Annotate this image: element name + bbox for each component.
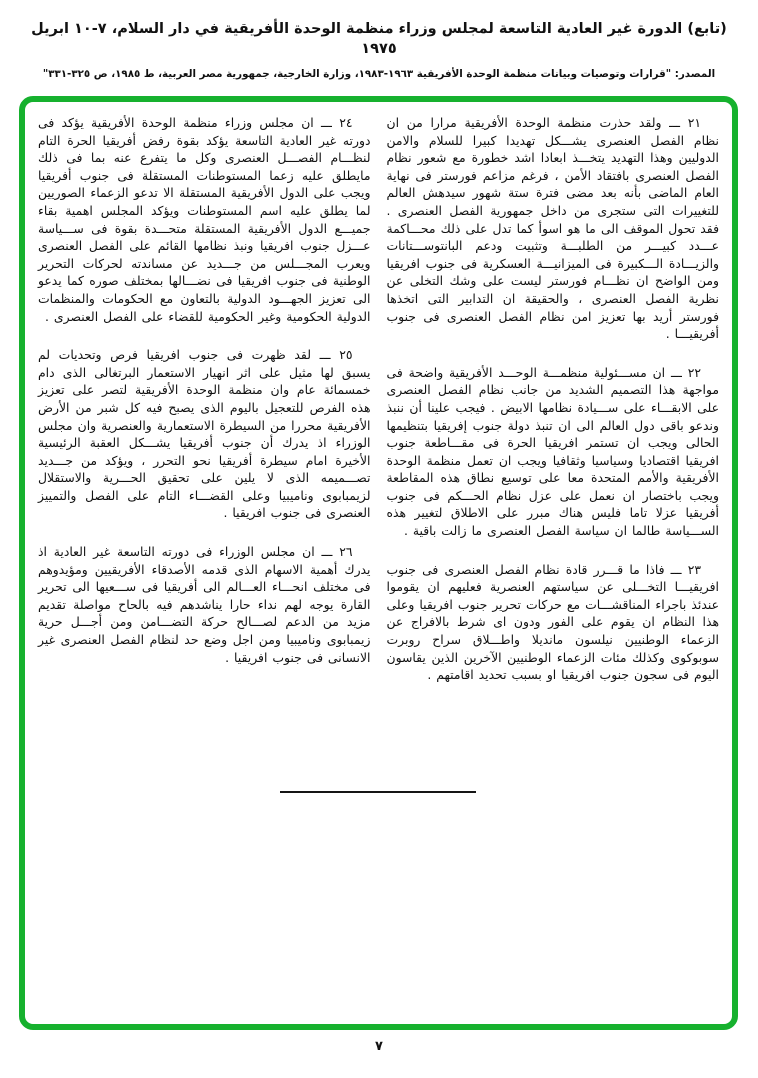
paragraph-22: ٢٢ ـــ ان مســـئولية منظمـــة الوحـــد الأفريقية واضحة فى مواجهة هذا التصميم الشديد من جانب نظام الفصل العنصرى على الابقـــاء على ســـيادة نظامها الابيض . فيجب علينا أن ننبذ وندعو باقى دول العالم الى ان تنبذ دولة جنوب إفريقيا بتنظيمها الحالى ويجب ان تستمر افريقيا الحرة فى مقـــاطعة جنوب افريقيا اقتصاديا وسياسيا وثقافيا ويجب ان تعمل منظمة الوحدة الأفريقية والأمم المتحدة معا على توسيع نطاق هذه المقاطعة ويجب باختصار ان نعمل على عزل نظام الحـــكم فى جنوب أفريقيا عزلا تاما فليس هناك مبرر على الاطلاق لتغيير هذه الســـياسة طالما ان سياسة الفصل العنصرى ما زالت باقية . — [386, 364, 719, 539]
paragraph-24: ٢٤ ـــ ان مجلس وزراء منظمة الوحدة الأفريقية يؤكد فى دورته غير العادية التاسعة يؤكد بقوة رفض أفريقيا الحرة التام لنظـــام الفصـــل العنصرى وكل ما يتفرع عنه بما فى ذلك مايطلق عليه زعما المستوطنات المستقلة فى جنوب أفريقيا ويجب على الدول الأفريقية المستقلة الا تدعو الزعماء الصوريين لما يطلق عليه اسم المستوطنات ويؤكد المجلس اهمية بقاء جميـــع الدول الأفريقية المستقلة متحـــدة بقوة فى ســـياسة عـــزل جنوب افريقيا ونبذ نظامها القائم على الفصل العنصرى ويعرب المجـــلس من جـــديد عن مساندته لحركات التحرير الوطنية فى جنوب افريقيا فى نضـــالها بمختلف صوره كما يدعو الى تعزيز الجهـــود الدولية بالتعاون مع الحكومات والمنظمات الدولية الحكومية وغير الحكومية للقضاء على الفصل العنصرى . — [38, 115, 371, 324]
page-title: (تابع) الدورة غير العادية التاسعة لمجلس وزراء منظمة الوحدة الأفريقية في دار السلام، ٧-١٠ ابريل ١٩٧٥ — [31, 21, 727, 57]
paragraph-23: ٢٣ ـــ فاذا ما قـــرر قادة نظام الفصل العنصرى فى جنوب افريقيـــا التخـــلى عن سياستهم العنصرية فعليهم ان يقوموا عندئذ باجراء المناقشـــات مع حركات تحرير جنوب افريقيا وعلى هذا النظام ان يقوم على الفور ودون اى شرط بالافراج عن الزعماء الوطنيين نيلسون مانديلا واطـــلاق سراح روبرت سوبوكوى وكذلك مئات الزعماء الوطنيين الآخرين الذين يقاسون اليوم فى سجون جنوب افريقيا او بسبب تحديد اقامتهم . — [386, 561, 719, 683]
column-right — [387, 114, 720, 705]
source-line: المصدر: "قرارات وتوصيات وبيانات منظمة الوحدة الأفريقية ١٩٦٣-١٩٨٣، وزارة الخارجية، جمهورية مصر العربية، ط ١٩٨٥، ص ٣٢٥-٣٣١" — [42, 68, 716, 81]
document-header — [0, 20, 758, 82]
two-column-layout — [25, 102, 732, 705]
end-divider-line — [280, 791, 476, 793]
page-number: ٧ — [375, 1039, 383, 1054]
column-left — [38, 114, 371, 705]
paragraph-21: ٢١ ـــ ولقد حذرت منظمة الوحدة الأفريقية مرارا من ان نظام الفصل العنصرى يشـــكل تهديدا كبيرا للسلام والامن الدوليين وهذا التهديد يتخـــذ ابعادا اشد خطورة مع شعور نظام الفصل العنصرى بافتقاد الأمن ، فرغم مزاعم فورستر فى نهاية العام الماضى بأنه بعد مضى فترة ستة شهور سيدهش العالم للتغييرات التى ستجرى من داخل جمهورية الفصل العنصرى . فقد تحول الموقف الى ما هو اسوأ كما تدل على ذلك محـــاكمة عـــدد كبيـــر من الطلبـــة وتثبيت ودعم البانتوســـتانات والزيـــادة الـــكبيرة فى الميزانيـــة العسكرية فى جنوب افريقيا ومن الواضح ان نظـــام فورستر ليست على وشك التخلى عن نظرية الفصل العنصرى ، والحقيقة ان التدابير التى اتخذها فورستر أريد بها تعزيز امن نظام الفصل العنصرى فى جنوب أفريقيـــا . — [386, 115, 719, 342]
content-border-box — [19, 96, 738, 1030]
paragraph-25: ٢٥ ـــ لقد ظهرت فى جنوب افريقيا فرص وتحديات لم يسبق لها مثيل على اثر انهيار الاستعمار البرتغالى الذى دام خمسمائة عام وان منظمة الوحدة الأفريقية لتصر على تعزيز هذه الفرص للتعجيل باليوم الذى يصبح فيه كل شبر من الأرض الأفريقية محررا من السيطرة الاستعمارية والعنصرية وان مجلس الوزراء اذ يدرك أن جنوب أفريقيا يشـــكل العقبة الرئيسية الأخيرة امام سيطرة أفريقيا نحو التحرر ، ويؤكد من جـــديد تصـــميمه الذى لا يلين على تحقيق الحـــرية والاستقلال لزيمبابوى وناميبيا وعلى القضـــاء التام على الفصل والتمييز العنصرى فى جنوب افريقيا . — [38, 347, 371, 521]
paragraph-26: ٢٦ ـــ ان مجلس الوزراء فى دورته التاسعة غير العادية اذ يدرك أهمية الاسهام الذى قدمه الأصدقاء الأفريقيين ومؤيدوهم فى مختلف انحـــاء العـــالم الى أفريقيا فى ســـعيها الى تحرير القارة يوجه لهم نداء حارا يناشدهم فيه بالحاح مواصلة تقديم مزيد من الدعم لصـــالح حركة التضـــامن ومن أجـــل حرية زيمبابوى وناميبيا ومن اجل وضع حد لنظام الفصل العنصرى غير الانسانى فى جنوب افريقيا . — [38, 544, 371, 665]
